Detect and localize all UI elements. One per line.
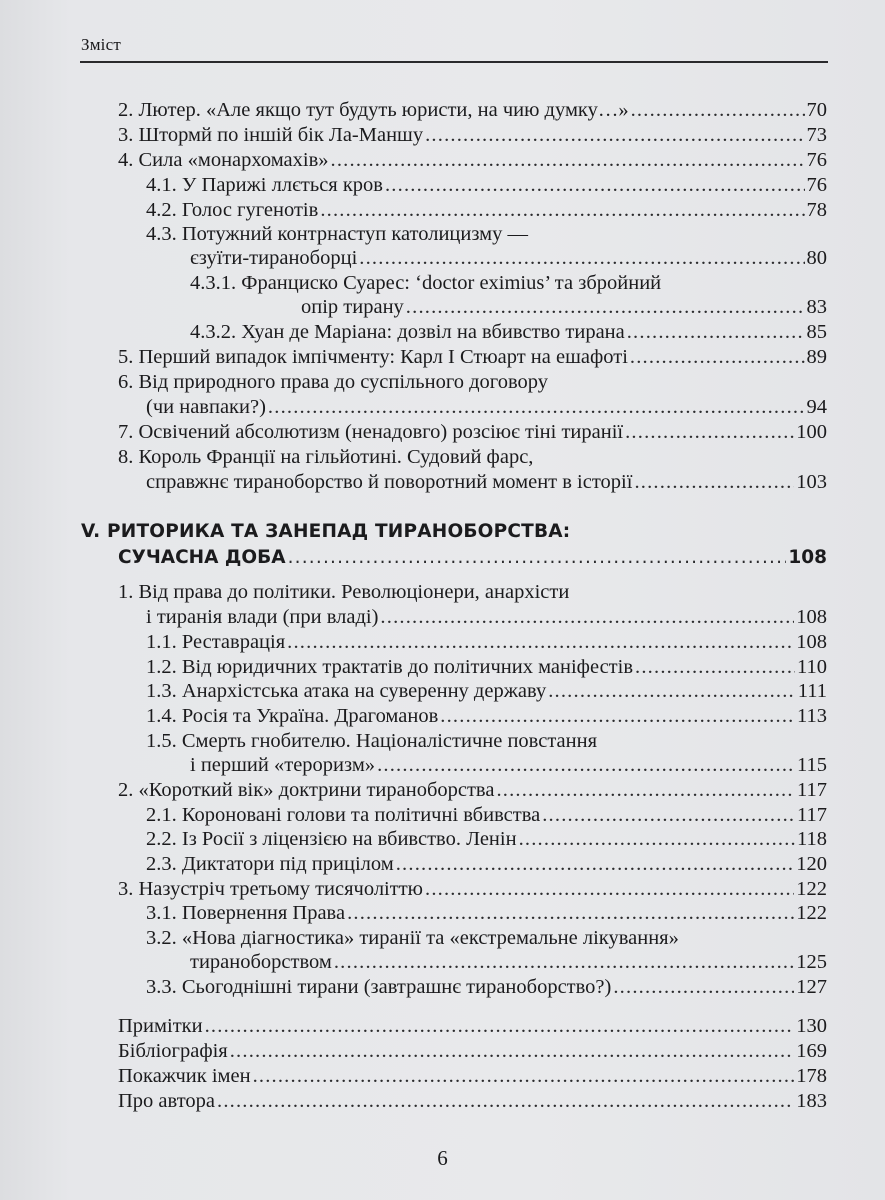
- toc-entry-label: єзуїти-тираноборці: [190, 247, 358, 269]
- toc-page-number: 125: [796, 951, 827, 973]
- toc-page-number: 108: [796, 606, 827, 628]
- toc-entry-label: 1.4. Росія та Україна. Драгоманов: [146, 705, 439, 727]
- toc-page-number: 122: [796, 878, 827, 900]
- dot-leader: [631, 98, 805, 122]
- dot-leader: [634, 470, 794, 494]
- dot-leader: [496, 778, 795, 802]
- toc-page-number: 113: [797, 705, 827, 727]
- toc-subentry[interactable]: [146, 975, 827, 999]
- toc-entry-label: 2. «Короткий вік» доктрини тираноборства: [118, 779, 495, 801]
- toc-subentry-first-line[interactable]: 1.5. Смерть гнобителю. Націоналістичне повстання: [146, 730, 597, 752]
- toc-subentry[interactable]: [146, 630, 827, 654]
- toc-entry-label: 4.1. У Парижі ллється кров: [146, 174, 383, 196]
- toc-subsubentry-first-line[interactable]: 4.3.1. Франциско Суарес: ‘doctor eximius’ та збройний: [190, 272, 662, 294]
- toc-subsubentry[interactable]: [190, 320, 827, 344]
- toc-entry[interactable]: [118, 98, 827, 122]
- toc-entry-label: і перший «тероризм»: [190, 754, 376, 776]
- toc-page-number: 76: [806, 174, 827, 196]
- dot-leader: [630, 345, 805, 369]
- toc-page-number: 169: [796, 1040, 827, 1062]
- dot-leader: [425, 123, 804, 147]
- toc-entry[interactable]: [118, 420, 827, 444]
- toc-page-number: 183: [796, 1090, 827, 1112]
- toc-subentry[interactable]: [146, 704, 827, 728]
- page-number: 6: [437, 1146, 448, 1170]
- toc-subentry[interactable]: [146, 803, 827, 827]
- toc-entry-label: (чи навпаки?): [146, 396, 266, 418]
- toc-page-number: 73: [806, 124, 827, 146]
- toc-page-number: 120: [796, 853, 827, 875]
- toc-entry-label: 2.1. Короновані голови та політичні вбивства: [146, 804, 541, 826]
- toc-entry-label: 2.2. Із Росії з ліцензією на вбивство. Ленін: [146, 828, 517, 850]
- toc-subentry-first-line[interactable]: 3.2. «Нова діагностика» тиранії та «екстремальне лікування»: [146, 927, 679, 949]
- toc-subentry[interactable]: [146, 173, 827, 197]
- dot-leader: [288, 546, 787, 570]
- dot-leader: [613, 975, 794, 999]
- toc-entry-first-line[interactable]: 8. Король Франції на гільйотині. Судовий фарс,: [118, 446, 534, 468]
- toc-entry[interactable]: [118, 778, 827, 802]
- dot-leader: [331, 148, 805, 172]
- toc-subsubentry[interactable]: [301, 295, 827, 319]
- toc-page-number: 122: [796, 902, 827, 924]
- toc-entry[interactable]: [146, 395, 827, 419]
- toc-page-number: 117: [797, 804, 827, 826]
- toc-subentry[interactable]: [146, 655, 827, 679]
- toc-page-number: 130: [796, 1015, 827, 1037]
- toc-page-number: 178: [796, 1065, 827, 1087]
- toc-page-number: 89: [806, 346, 827, 368]
- dot-leader: [548, 679, 796, 703]
- toc-page-number: 111: [797, 680, 827, 702]
- dot-leader: [396, 852, 795, 876]
- toc-entry-label: 3. Штормй по іншій бік Ла-Маншу: [118, 124, 424, 146]
- toc-page-number: 85: [806, 321, 827, 343]
- toc-entry-label: 4.3.2. Хуан де Маріана: дозвіл на вбивство тирана: [190, 321, 625, 343]
- toc-page-number: 70: [806, 99, 827, 121]
- dot-leader: [627, 320, 805, 344]
- toc-back-matter-name-index[interactable]: [118, 1064, 827, 1088]
- toc-page-number: 110: [797, 656, 827, 678]
- dot-leader: [377, 753, 795, 777]
- dot-leader: [635, 655, 795, 679]
- toc-entry-label: і тиранія влади (при владі): [146, 606, 379, 628]
- toc-page-number: 117: [797, 779, 827, 801]
- toc-entry-label: 1.3. Анархістська атака на суверенну державу: [146, 680, 547, 702]
- dot-leader: [519, 827, 795, 851]
- toc-subentry[interactable]: [190, 246, 827, 270]
- toc-entry-label: 2.3. Диктатори під прицілом: [146, 853, 394, 875]
- toc-subentry[interactable]: [146, 852, 827, 876]
- toc-back-matter-notes[interactable]: [118, 1014, 827, 1038]
- toc-entry-label: 3.1. Повернення Права: [146, 902, 346, 924]
- toc-entry-label: 4. Сила «монархомахів»: [118, 149, 329, 171]
- header-rule: [80, 61, 828, 63]
- dot-leader: [347, 901, 794, 925]
- toc-subentry[interactable]: [146, 679, 827, 703]
- toc-entry-label: Про автора: [118, 1090, 215, 1112]
- toc-entry-label: 4.2. Голос гугенотів: [146, 199, 319, 221]
- toc-page-number: 118: [797, 828, 827, 850]
- toc-entry-label: 1.1. Реставрація: [146, 631, 286, 653]
- toc-page-number: 78: [806, 199, 827, 221]
- dot-leader: [217, 1089, 794, 1113]
- toc-entry[interactable]: [118, 123, 827, 147]
- dot-leader: [334, 950, 794, 974]
- toc-entry[interactable]: [146, 470, 827, 494]
- toc-entry-label: 5. Перший випадок імпічменту: Карл І Стюарт на ешафоті: [118, 346, 628, 368]
- toc-entry[interactable]: [118, 148, 827, 172]
- dot-leader: [320, 198, 804, 222]
- dot-leader: [253, 1064, 795, 1088]
- toc-page-number: 80: [806, 247, 827, 269]
- toc-entry-label: 7. Освічений абсолютизм (ненадовго) розсіює тіні тиранії: [118, 421, 624, 443]
- toc-entry-label: Примітки: [118, 1015, 203, 1037]
- toc-entry-label: опір тирану: [301, 296, 404, 318]
- toc-subentry[interactable]: [146, 198, 827, 222]
- toc-page-number: 115: [797, 754, 827, 776]
- dot-leader: [287, 630, 794, 654]
- toc-subentry[interactable]: [146, 901, 827, 925]
- dot-leader: [406, 295, 805, 319]
- toc-entry-label: справжнє тираноборство й поворотний момент в історії: [146, 471, 633, 493]
- toc-subentry[interactable]: [190, 753, 827, 777]
- dot-leader: [625, 420, 794, 444]
- dot-leader: [230, 1039, 795, 1063]
- toc-entry-label: тираноборством: [190, 951, 332, 973]
- dot-leader: [385, 173, 805, 197]
- toc-back-matter-bibliography[interactable]: [118, 1039, 827, 1063]
- toc-entry-first-line[interactable]: 6. Від природного права до суспільного договору: [118, 371, 548, 393]
- toc-page-number: 94: [806, 396, 827, 418]
- running-title: Зміст: [81, 35, 121, 54]
- toc-subentry-first-line[interactable]: 4.3. Потужний контрнаступ католицизму —: [146, 223, 529, 245]
- dot-leader: [380, 605, 794, 629]
- toc-back-matter-about-author[interactable]: [118, 1089, 827, 1113]
- dot-leader: [205, 1014, 795, 1038]
- toc-page-number: 100: [796, 421, 827, 443]
- toc-page-number: 103: [796, 471, 827, 493]
- dot-leader: [542, 803, 795, 827]
- toc-page-number: 127: [796, 976, 827, 998]
- dot-leader: [359, 246, 804, 270]
- part-heading-entry[interactable]: [118, 546, 827, 570]
- toc-entry-label: 3.3. Сьогоднішні тирани (завтрашнє тираноборство?): [146, 976, 612, 998]
- toc-entry-label: 3. Назустріч третьому тисячоліттю: [118, 878, 423, 900]
- toc-entry-first-line[interactable]: 1. Від права до політики. Революціонери, анархісти: [118, 581, 570, 603]
- toc-entry[interactable]: [118, 877, 827, 901]
- dot-leader: [425, 877, 794, 901]
- toc-page-number: 108: [788, 547, 827, 568]
- part-heading-line1[interactable]: V. РИТОРИКА ТА ЗАНЕПАД ТИРАНОБОРСТВА:: [81, 521, 571, 542]
- toc-entry-label: 1.2. Від юридичних трактатів до політичних маніфестів: [146, 656, 634, 678]
- toc-subentry[interactable]: [190, 950, 827, 974]
- part-heading-label: СУЧАСНА ДОБА: [118, 547, 286, 568]
- toc-entry-label: Покажчик імен: [118, 1065, 251, 1087]
- toc-page-number: 76: [806, 149, 827, 171]
- toc-subentry[interactable]: [146, 827, 827, 851]
- toc-page-number: 83: [806, 296, 827, 318]
- toc-page-number: 108: [796, 631, 827, 653]
- toc-entry[interactable]: [118, 345, 827, 369]
- toc-entry-label: Бібліографія: [118, 1040, 228, 1062]
- dot-leader: [440, 704, 795, 728]
- toc-entry[interactable]: [146, 605, 827, 629]
- toc-entry-label: 2. Лютер. «Але якщо тут будуть юристи, на чию думку…»: [118, 99, 629, 121]
- dot-leader: [268, 395, 805, 419]
